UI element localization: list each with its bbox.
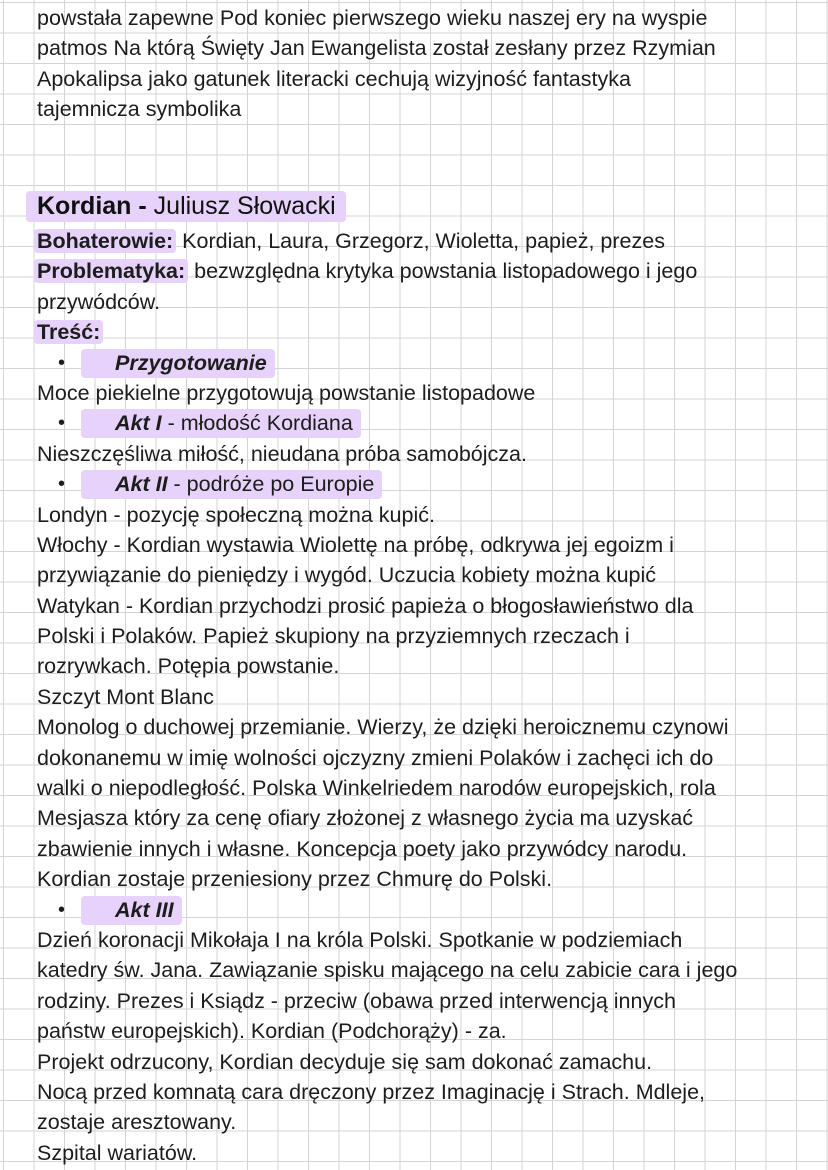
title-author: Juliusz Słowacki xyxy=(146,192,336,220)
text-line: państw europejskich). Kordian (Podchorąży) - za. xyxy=(37,1019,507,1044)
section-heading xyxy=(81,409,361,438)
text-line: Londyn - pozycję społeczną można kupić. xyxy=(37,502,435,527)
section-heading xyxy=(81,349,275,378)
problem-text: bezwzględna krytyka powstania listopadowego i jego xyxy=(188,259,698,284)
text-line: Włochy - Kordian wystawia Wiolettę na próbę, odkrywa jej egoizm i xyxy=(37,532,674,557)
bullet-item xyxy=(37,469,827,499)
section-subtitle: - podróże po Europie xyxy=(167,472,375,497)
text-line: Watykan - Kordian przychodzi prosić papieża o błogosławieństwo dla xyxy=(37,593,694,618)
text-line: Mesjasza który za cenę ofiary złożonej z własnego życia ma uzyskać xyxy=(37,806,694,831)
text-line: przywiązanie do pieniędzy i wygód. Uczucia kobiety można kupić xyxy=(37,563,657,588)
text-line: Polski i Polaków. Papież skupiony na przyziemnych rzeczach i xyxy=(37,624,630,649)
text-line: Monolog o duchowej przemianie. Wierzy, że dzięki heroicznemu czynowi xyxy=(37,715,729,740)
intro-paragraph xyxy=(37,3,827,125)
text-line: Nocą przed komnatą cara dręczony przez Imaginację i Strach. Mdleje, xyxy=(37,1079,706,1104)
heroes-line xyxy=(37,226,827,256)
heroes-label: Bohaterowie: xyxy=(34,229,176,253)
bullet-item xyxy=(37,348,827,378)
text-line: Dzień koronacji Mikołaja I na króla Polski. Spotkanie w podziemiach xyxy=(37,927,683,952)
text-line: Moce piekielne przygotowują powstanie listopadowe xyxy=(37,380,536,405)
section-heading xyxy=(81,896,182,925)
bullet-item xyxy=(37,408,827,438)
text-line: walki o niepodległość. Polska Winkelriedem narodów europejskich, rola xyxy=(37,776,716,801)
text-line: powstała zapewne Pod koniec pierwszego wieku naszej ery na wyspie xyxy=(37,6,708,30)
bullet-icon: • xyxy=(58,412,66,435)
text-line: Szpital wariatów. xyxy=(37,1140,198,1165)
text-line: Apokalipsa jako gatunek literacki cechują wizyjność fantastyka xyxy=(37,66,631,91)
text-line: katedry św. Jana. Zawiązanie spisku mającego na celu zabicie cara i jego xyxy=(37,958,738,983)
text-line: zostaje aresztowany. xyxy=(37,1110,237,1135)
text-line: dokonanemu w imię wolności ojczyzny zmieni Polaków i zachęci ich do xyxy=(37,745,714,770)
text-line: zbawienie innych i własne. Koncepcja poety jako przywódcy narodu. xyxy=(37,836,688,861)
text-line: Projekt odrzucony, Kordian decyduje się sam dokonać zamachu. xyxy=(37,1049,653,1074)
text-line: Nieszczęśliwa miłość, nieudana próba samobójcza. xyxy=(37,441,527,466)
bullet-icon: • xyxy=(58,473,66,496)
problem-label: Problematyka: xyxy=(34,259,188,283)
section-heading-text: Akt I xyxy=(115,411,162,436)
text-line: patmos Na którą Święty Jan Ewangelista został zesłany przez Rzymian xyxy=(37,36,716,61)
section-subtitle: - młodość Kordiana xyxy=(161,411,353,436)
content-line xyxy=(37,317,827,347)
section-heading-text: Akt II xyxy=(115,472,168,497)
bullet-item xyxy=(37,895,827,925)
text-line: przywódców. xyxy=(37,289,161,314)
heroes-text: Kordian, Laura, Grzegorz, Wioletta, papież, prezes xyxy=(176,229,665,253)
content-label: Treść: xyxy=(34,320,103,344)
section-heading xyxy=(81,470,382,499)
note-body xyxy=(37,226,827,1168)
text-line: Szczyt Mont Blanc xyxy=(37,684,214,709)
text-line: rozrywkach. Potępia powstanie. xyxy=(37,654,340,679)
section-heading-text: Przygotowanie xyxy=(115,350,267,375)
problem-line xyxy=(37,256,827,286)
text-line: Kordian zostaje przeniesiony przez Chmurę do Polski. xyxy=(37,867,553,892)
sections xyxy=(37,348,827,1169)
section-title xyxy=(26,191,346,222)
bullet-icon: • xyxy=(58,898,66,921)
title-bold: Kordian - xyxy=(37,192,147,220)
text-line: rodziny. Prezes i Ksiądz - przeciw (obawa przed interwencją innych xyxy=(37,988,676,1013)
section-heading-text: Akt III xyxy=(115,897,174,922)
text-line: tajemnicza symbolika xyxy=(37,97,242,122)
bullet-icon: • xyxy=(58,351,66,374)
